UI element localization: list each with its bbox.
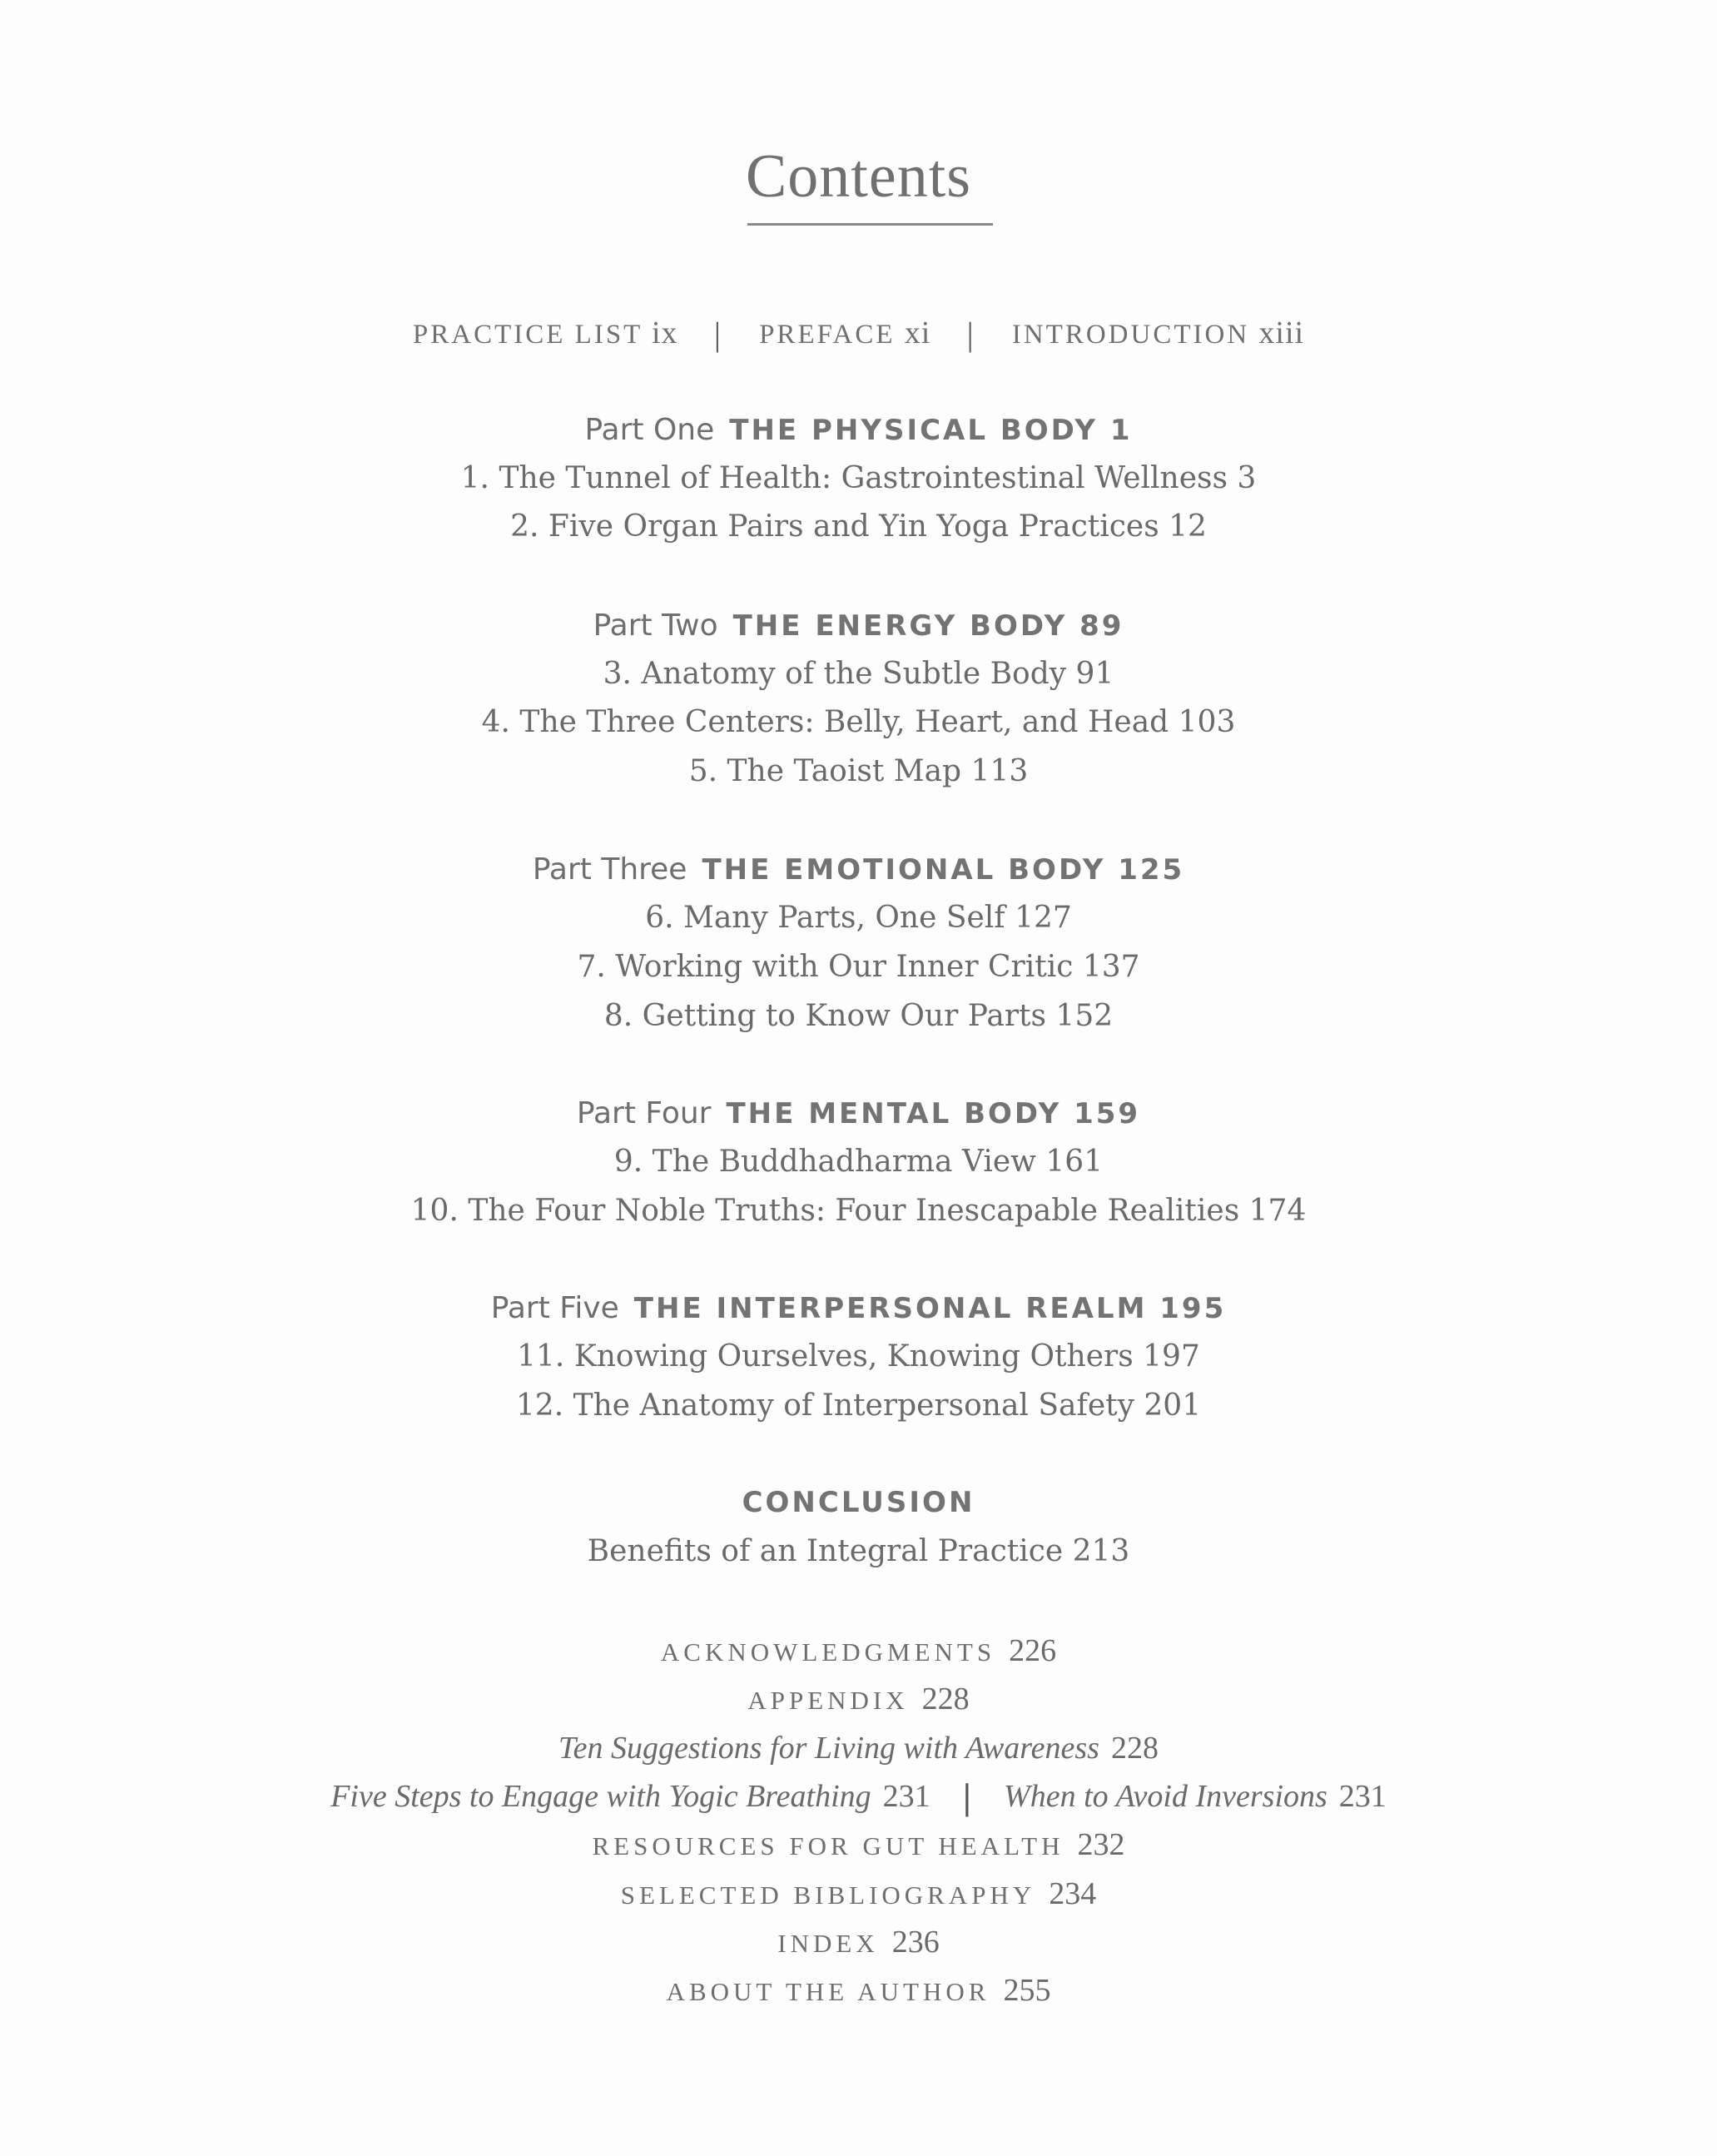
resources-entry[interactable]: RESOURCES FOR GUT HEALTH 232 xyxy=(592,1827,1125,1862)
appendix-item-breathing[interactable]: Five Steps to Engage with Yogic Breathing 231 xyxy=(330,1779,930,1814)
appendix-entry[interactable]: APPENDIX 228 xyxy=(747,1682,970,1716)
part-heading-4[interactable]: Part Four THE MENTAL BODY 159 xyxy=(576,1096,1141,1130)
chapter-entry[interactable]: 6. Many Parts, One Self 127 xyxy=(645,901,1072,935)
chapter-entry[interactable]: 11. Knowing Ourselves, Knowing Others 197 xyxy=(517,1339,1200,1374)
bibliography-entry[interactable]: SELECTED BIBLIOGRAPHY 234 xyxy=(620,1876,1097,1911)
front-entry-introduction[interactable]: INTRODUCTION xiii xyxy=(1011,315,1305,350)
acknowledgments-entry[interactable]: ACKNOWLEDGMENTS 226 xyxy=(660,1633,1057,1668)
part-heading-2[interactable]: Part Two THE ENERGY BODY 89 xyxy=(593,609,1124,643)
front-entry-practice-list[interactable]: PRACTICE LIST ix xyxy=(412,315,678,350)
appendix-item-inversions[interactable]: When to Avoid Inversions 231 xyxy=(1004,1779,1387,1814)
page-title: Contents xyxy=(745,142,972,211)
chapter-entry[interactable]: 7. Working with Our Inner Critic 137 xyxy=(577,950,1140,984)
about-author-entry[interactable]: ABOUT THE AUTHOR 255 xyxy=(666,1973,1051,2008)
chapter-entry[interactable]: 8. Getting to Know Our Parts 152 xyxy=(603,999,1114,1033)
front-matter-row xyxy=(0,315,1717,354)
separator: | xyxy=(961,1779,973,1817)
chapter-entry[interactable]: 2. Five Organ Pairs and Yin Yoga Practices 12 xyxy=(510,509,1207,544)
part-heading-3[interactable]: Part Three THE EMOTIONAL BODY 125 xyxy=(532,852,1185,887)
chapter-entry[interactable]: 1. The Tunnel of Health: Gastrointestinal Wellness 3 xyxy=(460,461,1257,495)
separator: | xyxy=(966,315,976,353)
chapter-entry[interactable]: 10. The Four Noble Truths: Four Inescapable Realities 174 xyxy=(410,1194,1307,1228)
chapter-entry[interactable]: 12. The Anatomy of Interpersonal Safety 201 xyxy=(515,1388,1202,1423)
conclusion-heading[interactable]: CONCLUSION xyxy=(742,1486,975,1519)
appendix-item[interactable]: Ten Suggestions for Living with Awareness 228 xyxy=(558,1731,1159,1766)
conclusion-entry[interactable]: Benefits of an Integral Practice 213 xyxy=(587,1534,1130,1568)
chapter-entry[interactable]: 4. The Three Centers: Belly, Heart, and Head 103 xyxy=(481,705,1236,739)
index-entry[interactable]: INDEX 236 xyxy=(777,1925,940,1960)
appendix-item-row xyxy=(0,1778,1717,1817)
title-underline xyxy=(747,223,993,226)
part-heading-1[interactable]: Part One THE PHYSICAL BODY 1 xyxy=(584,413,1133,447)
separator: | xyxy=(713,315,723,353)
part-heading-5[interactable]: Part Five THE INTERPERSONAL REALM 195 xyxy=(490,1291,1227,1325)
front-entry-preface[interactable]: PREFACE xi xyxy=(759,315,931,350)
chapter-entry[interactable]: 9. The Buddhadharma View 161 xyxy=(613,1145,1104,1179)
chapter-entry[interactable]: 5. The Taoist Map 113 xyxy=(688,754,1029,788)
chapter-entry[interactable]: 3. Anatomy of the Subtle Body 91 xyxy=(603,657,1114,691)
